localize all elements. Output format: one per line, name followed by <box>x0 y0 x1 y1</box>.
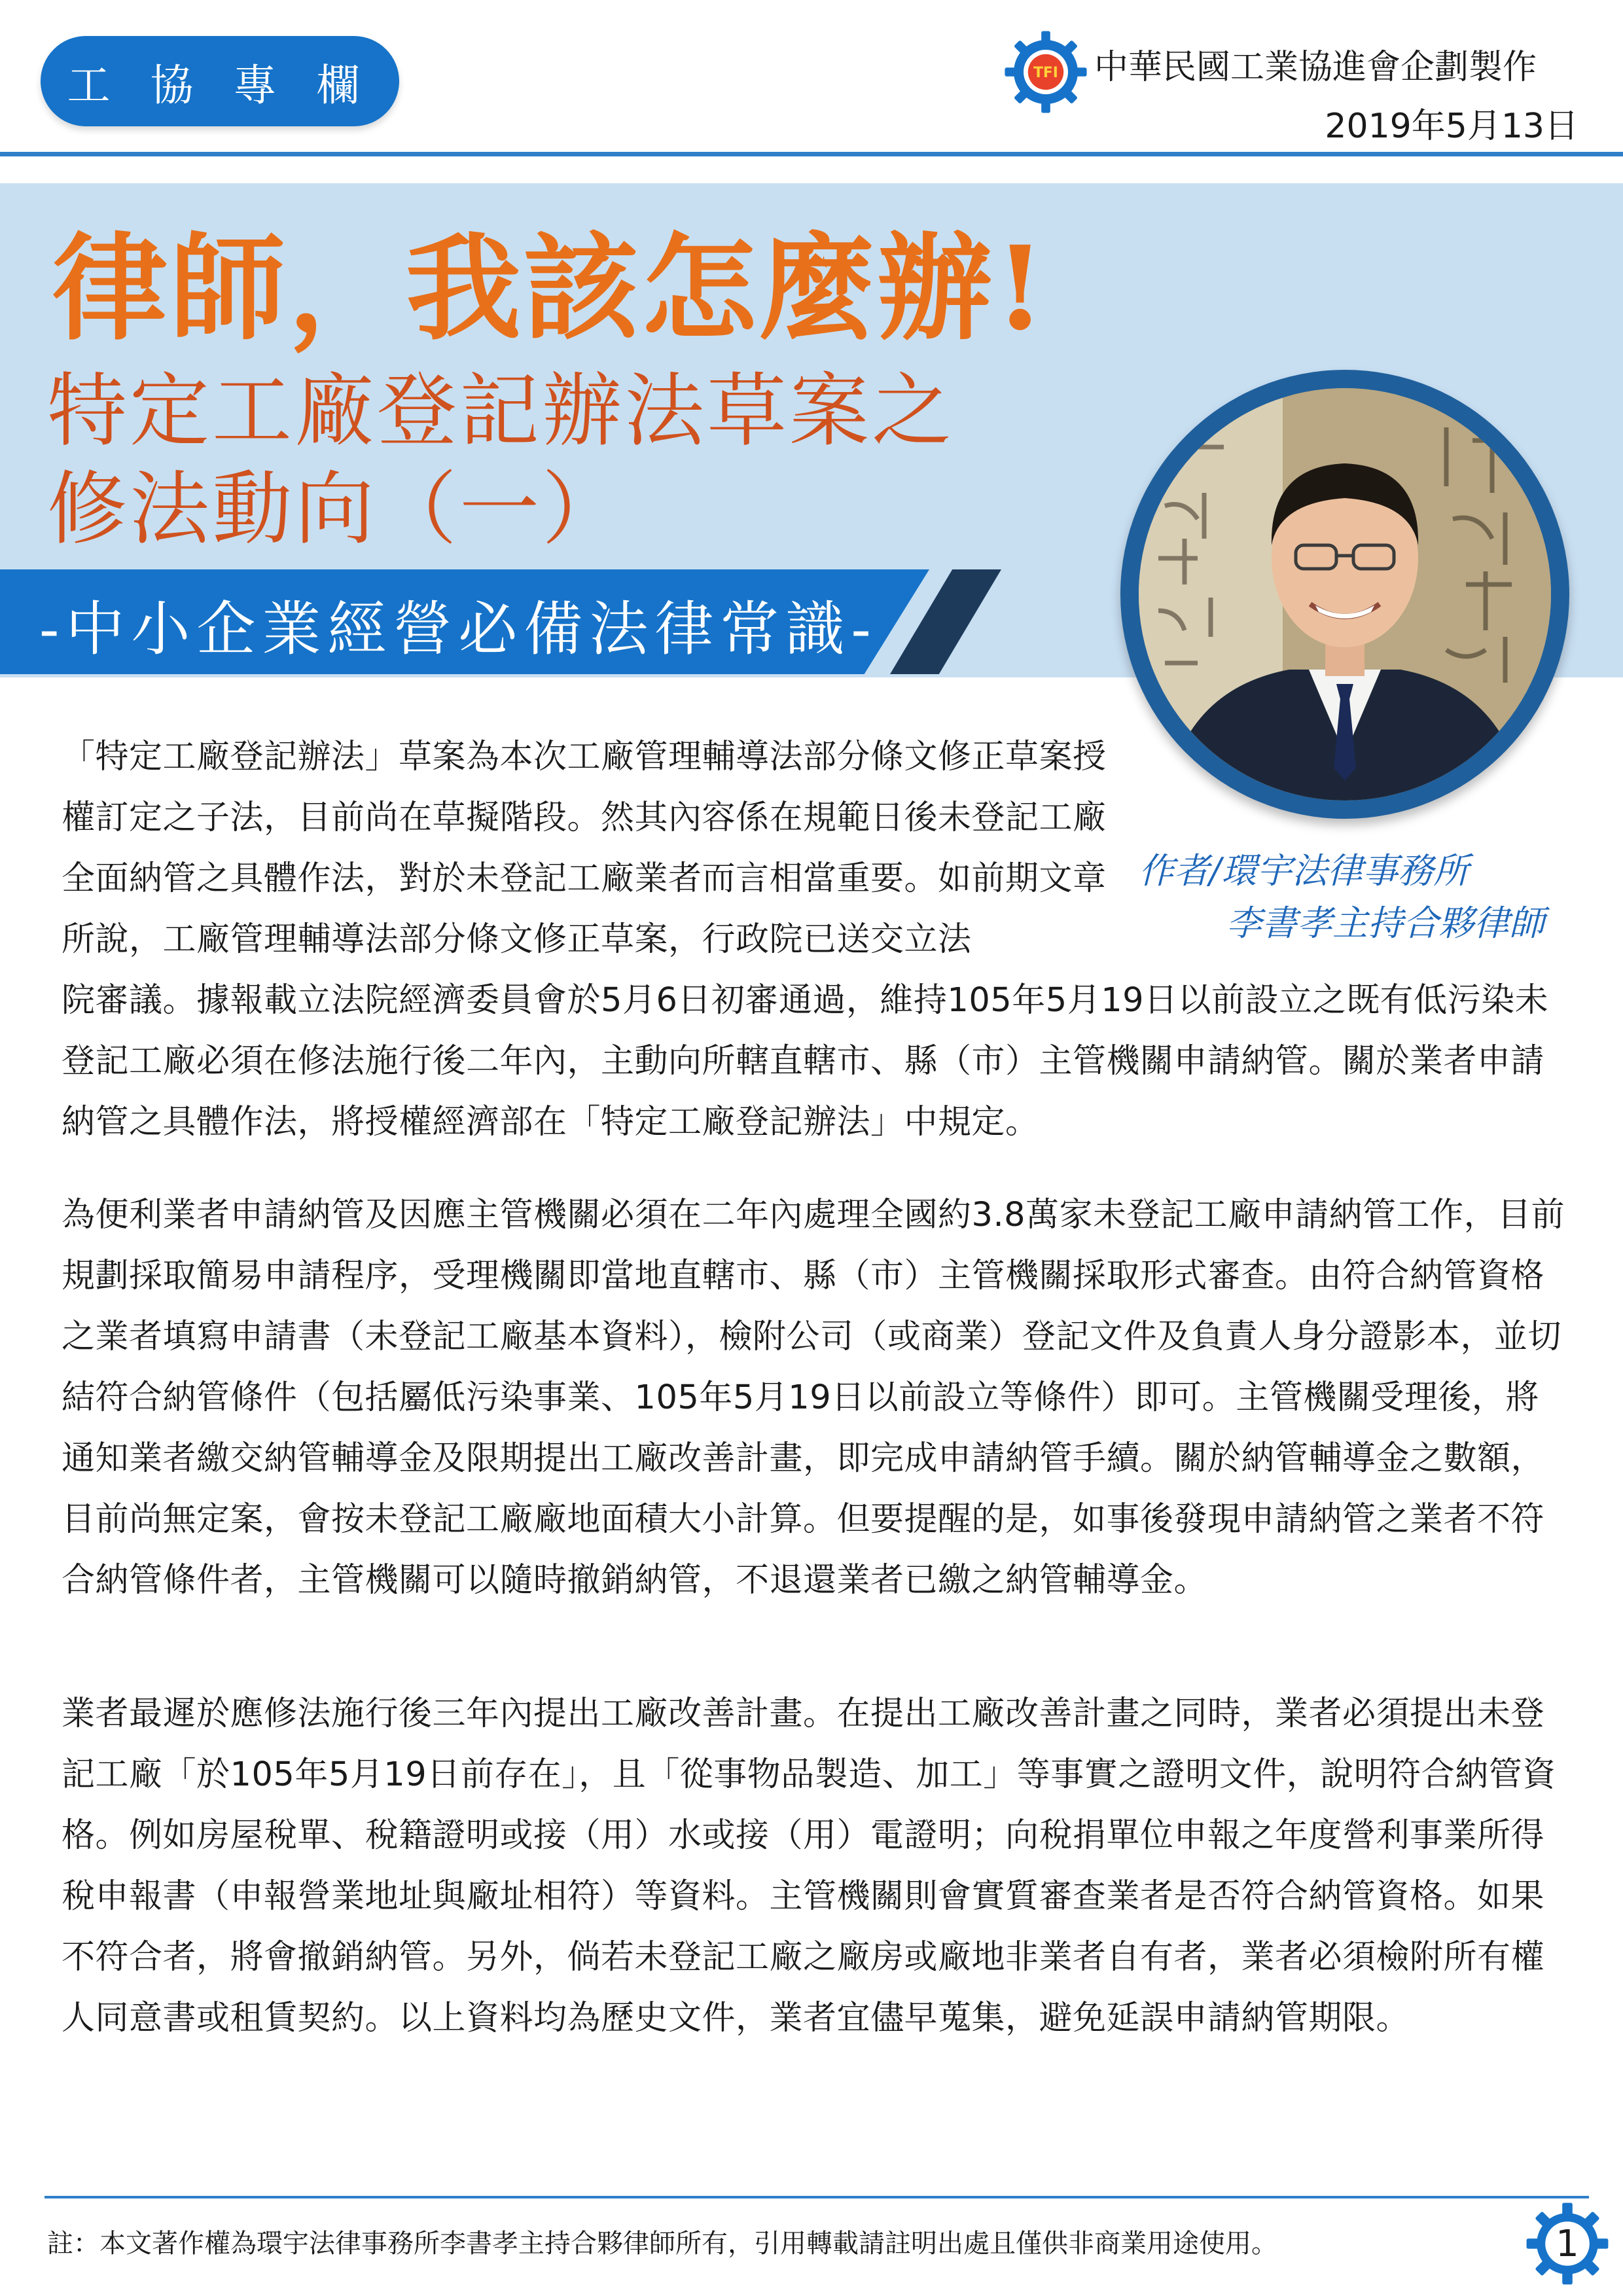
gear-logo-icon <box>1001 27 1090 117</box>
author-portrait <box>1139 388 1551 800</box>
logo-text: TFI <box>1033 65 1058 82</box>
author-name: 李書孝主持合夥律師 <box>1226 903 1544 944</box>
copyright-note: 註：本文著作權為環宇法律事務所李書孝主持合夥律師所有，引用轉載請註明出處且僅供非商業用途使用。 <box>47 2229 1277 2259</box>
series-tagline: -中小企業經營必備法律常識- <box>39 595 878 664</box>
page-number: 1 <box>1556 2222 1579 2265</box>
author-photo-illustration <box>1139 388 1551 800</box>
footer-divider <box>45 2196 1589 2198</box>
paragraph-1-rest: 院審議。據報載立法院經濟委員會於5月6日初審通過，維持105年5月19日以前設立之既有低污染未登記工廠必須在修法施行後二年內，主動向所轄直轄市、縣（市）主管機關申請納管。關於業者申請納管之具體作法，將授權經濟部在「特定工廠登記辦法」中規定。 <box>62 981 1549 1141</box>
header-divider <box>0 152 1623 156</box>
org-name: 中華民國工業協進會企劃製作 <box>1094 48 1537 87</box>
article-subtitle-line2: 修法動向（一） <box>47 463 624 556</box>
author-affiliation: 作者/環宇法律事務所 <box>1139 850 1469 891</box>
article-title: 律師，我該怎麼辦! <box>52 221 1048 356</box>
paragraph-1-lead: 「特定工廠登記辦法」草案為本次工廠管理輔導法部分條文修正草案授權訂定之子法，目前尚在草擬階段。然其內容係在規範日後未登記工廠全面納管之具體作法，對於未登記工廠業者而言相當重要。如前期文章所說，工廠管理輔導法部分條文修正草案，行政院已送交立法 <box>62 738 1107 959</box>
paragraph-2: 為便利業者申請納管及因應主管機關必須在二年內處理全國約3.8萬家未登記工廠申請納管工作，目前規劃採取簡易申請程序，受理機關即當地直轄市、縣（市）主管機關採取形式審查。由符合納管資格之業者填寫申請書（未登記工廠基本資料），檢附公司（或商業）登記文件及負責人身分證影本，並切結符合納管條件（包括屬低污染事業、105年5月19日以前設立等條件）即可。主管機關受理後，將通知業者繳交納管輔導金及限期提出工廠改善計畫，即完成申請納管手續。關於納管輔導金之數額，目前尚無定案，會按未登記工廠廠地面積大小計算。但要提醒的是，如事後發現申請納管之業者不符合納管條件者，主管機關可以隨時撤銷納管，不退還業者已繳之納管輔導金。 <box>62 1196 1565 1600</box>
publish-date: 2019年5月13日 <box>1325 107 1578 146</box>
paragraph-3: 業者最遲於應修法施行後三年內提出工廠改善計畫。在提出工廠改善計畫之同時，業者必須提出未登記工廠「於105年5月19日前存在」，且「從事物品製造、加工」等事實之證明文件，說明符合納管資格。例如房屋稅單、稅籍證明或接（用）水或接（用）電證明；向稅捐單位申報之年度營利事業所得稅申報書（申報營業地址與廠址相符）等資料。主管機關則會實質審查業者是否符合納管資格。如果不符合者，將會撤銷納管。另外，倘若未登記工廠之廠房或廠地非業者自有者，業者必須檢附所有權人同意書或租賃契約。以上資料均為歷史文件，業者宜儘早蒐集，避免延誤申請納管期限。 <box>62 1695 1556 2037</box>
column-tag: 工 協 專 欄 <box>41 36 399 126</box>
article-subtitle-line1: 特定工廠登記辦法草案之 <box>47 365 954 457</box>
